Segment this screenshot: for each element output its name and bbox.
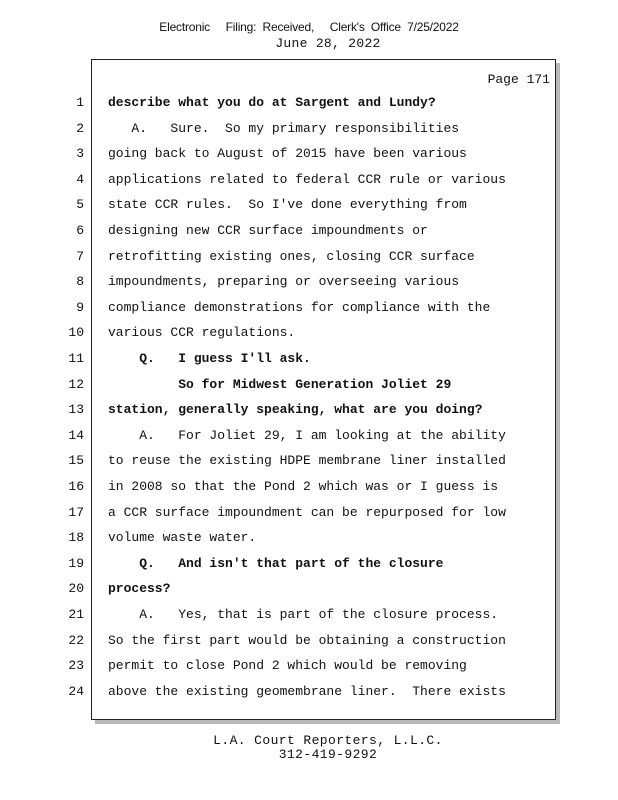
line-number: 18	[68, 530, 84, 545]
filing-stamp: Electronic Filing: Received, Clerk's Office 7/25/2022	[159, 20, 459, 34]
transcript-line: a CCR surface impoundment can be repurposed for low	[108, 505, 506, 520]
line-number: 17	[68, 505, 84, 520]
line-number: 7	[76, 249, 84, 264]
transcript-line: Q. And isn't that part of the closure	[108, 556, 444, 571]
reporter-company: L.A. Court Reporters, L.L.C.	[213, 733, 443, 748]
transcript-line: volume waste water.	[108, 530, 257, 545]
line-number: 10	[68, 325, 84, 340]
transcript-line: various CCR regulations.	[108, 325, 296, 340]
line-number: 8	[76, 274, 84, 289]
line-number: 11	[68, 351, 84, 366]
transcript-line: going back to August of 2015 have been various	[108, 146, 467, 161]
transcript-line: designing new CCR surface impoundments or	[108, 223, 428, 238]
transcript-line: process?	[108, 581, 171, 596]
line-number: 24	[68, 684, 84, 699]
line-number: 1	[76, 95, 84, 110]
transcript-line: So for Midwest Generation Joliet 29	[108, 377, 452, 392]
line-number: 22	[68, 633, 84, 648]
line-number: 19	[68, 556, 84, 571]
transcript-line: A. Sure. So my primary responsibilities	[108, 121, 460, 136]
line-number: 13	[68, 402, 84, 417]
transcript-line: applications related to federal CCR rule or various	[108, 172, 506, 187]
transcript-line: permit to close Pond 2 which would be removing	[108, 658, 467, 673]
transcript-line: state CCR rules. So I've done everything from	[108, 197, 467, 212]
line-number: 14	[68, 428, 84, 443]
transcript-line: A. Yes, that is part of the closure process.	[108, 607, 499, 622]
line-number: 3	[76, 146, 84, 161]
line-number: 4	[76, 172, 84, 187]
line-number: 12	[68, 377, 84, 392]
transcript-line: So the first part would be obtaining a construction	[108, 633, 506, 648]
line-number: 21	[68, 607, 84, 622]
transcript-line: A. For Joliet 29, I am looking at the ability	[108, 428, 506, 443]
line-number: 23	[68, 658, 84, 673]
line-number: 2	[76, 121, 84, 136]
line-number: 6	[76, 223, 84, 238]
line-number: 5	[76, 197, 84, 212]
transcript-line: to reuse the existing HDPE membrane liner installed	[108, 453, 506, 468]
transcript-line: station, generally speaking, what are you doing?	[108, 402, 483, 417]
transcript-line: Q. I guess I'll ask.	[108, 351, 311, 366]
transcript-line: impoundments, preparing or overseeing various	[108, 274, 460, 289]
page-number: Page 171	[487, 72, 550, 87]
transcript-line: in 2008 so that the Pond 2 which was or I guess is	[108, 479, 499, 494]
transcript-line: retrofitting existing ones, closing CCR surface	[108, 249, 475, 264]
line-number: 9	[76, 300, 84, 315]
line-number: 15	[68, 453, 84, 468]
transcript-line: above the existing geomembrane liner. There exists	[108, 684, 506, 699]
reporter-phone: 312-419-9292	[278, 747, 378, 762]
line-number: 16	[68, 479, 84, 494]
transcript-line: describe what you do at Sargent and Lundy?	[108, 95, 436, 110]
hearing-date: June 28, 2022	[275, 36, 381, 51]
transcript-line: compliance demonstrations for compliance with the	[108, 300, 491, 315]
line-number: 20	[68, 581, 84, 596]
